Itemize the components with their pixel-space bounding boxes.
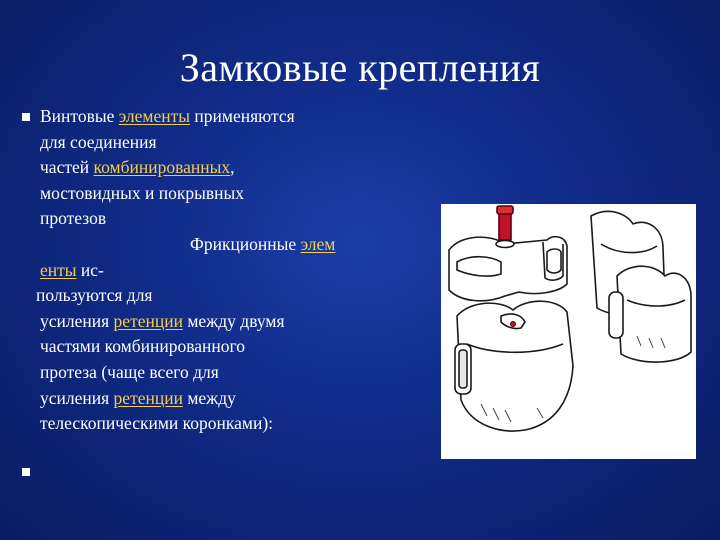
- text-run: протеза (чаще всего для: [40, 361, 219, 382]
- text-run: между двумя: [182, 310, 285, 331]
- text-line: [40, 206, 400, 232]
- text-run: применяются: [190, 106, 295, 126]
- text-line: [36, 283, 400, 309]
- text-run: между: [182, 387, 236, 408]
- hyperlink-word[interactable]: енты: [40, 259, 77, 280]
- text-line: [40, 411, 400, 437]
- text-run: протезов: [40, 208, 107, 229]
- text-line: [40, 334, 400, 360]
- text-run: частями комбинированного: [40, 336, 245, 357]
- hyperlink-word[interactable]: элементы: [118, 106, 191, 126]
- text-run: пользуются для: [36, 285, 153, 306]
- text-line: [40, 155, 400, 181]
- bullet-marker-2: [22, 468, 30, 476]
- text-line: [40, 360, 400, 386]
- dental-crowns-attachment-icon: [441, 204, 696, 459]
- text-line: [40, 232, 400, 258]
- text-line: [40, 386, 400, 412]
- text-line: [40, 130, 400, 156]
- bullet-text-1: [36, 104, 400, 437]
- bullet-marker-1: [22, 113, 30, 121]
- slide-title: Замковые крепления: [179, 45, 541, 90]
- text-line: [40, 181, 400, 207]
- text-run: усиления: [40, 310, 114, 331]
- text-line: [40, 309, 400, 335]
- text-run: частей: [40, 157, 94, 178]
- text-run: Винтовые: [40, 106, 119, 126]
- text-run: усиления: [40, 387, 114, 408]
- text-run: ис-: [76, 259, 104, 280]
- dental-attachment-figure: [441, 204, 696, 459]
- text-line: [40, 104, 400, 130]
- text-run: Фрикционные: [190, 233, 301, 254]
- text-run: ,: [230, 157, 235, 178]
- hyperlink-word[interactable]: комбинированных: [93, 157, 231, 178]
- text-run: телескопическими коронками):: [40, 413, 274, 434]
- text-run: для соединения: [40, 131, 157, 152]
- hyperlink-word[interactable]: ретенции: [113, 387, 183, 408]
- text-line: [40, 258, 400, 284]
- text-run: мостовидных и покрывных: [40, 182, 244, 203]
- hyperlink-word[interactable]: ретенции: [113, 310, 183, 331]
- hyperlink-word[interactable]: элем: [300, 233, 336, 254]
